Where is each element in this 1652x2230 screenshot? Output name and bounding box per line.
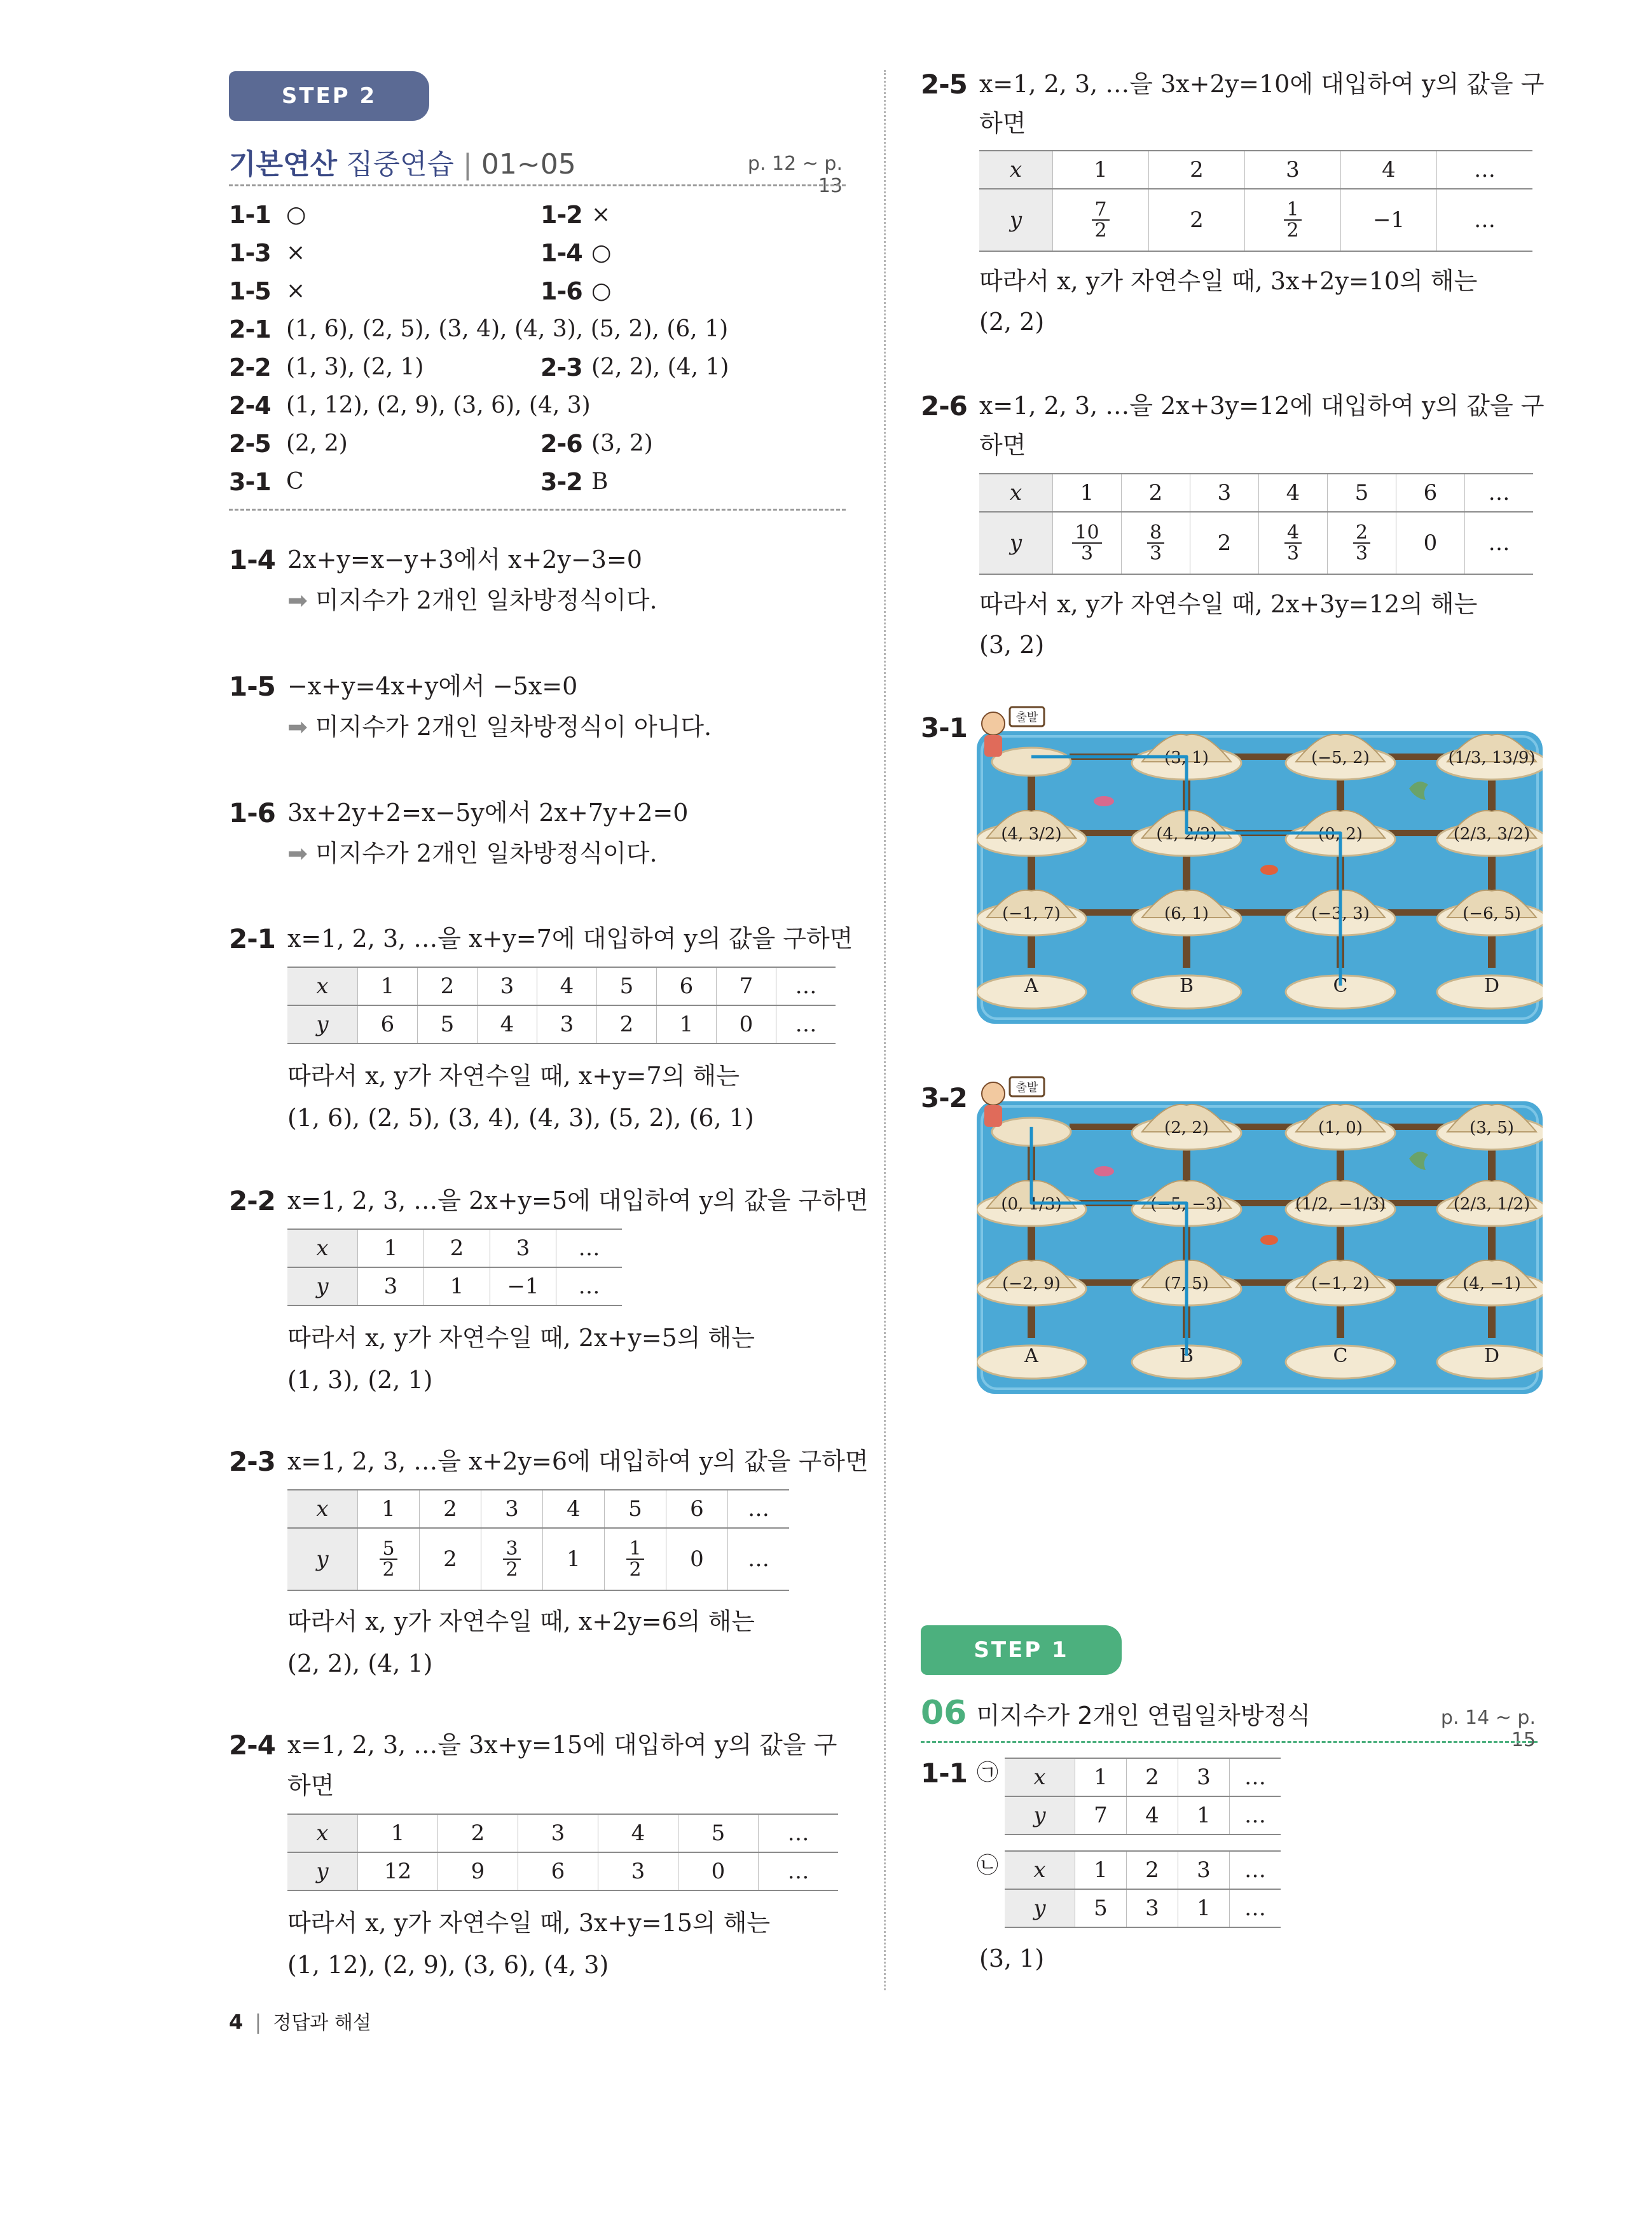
denominator: 2: [1094, 219, 1107, 242]
kid-icon: [982, 712, 1005, 735]
y-cell: 1: [1178, 1796, 1230, 1834]
y-cell: 0: [678, 1852, 759, 1890]
answer-row: [229, 272, 846, 310]
island-label: B: [1179, 1345, 1194, 1367]
y-cell-fraction: [481, 1528, 543, 1590]
result-text: 미지수가 2개인 일차방정식이다.: [315, 586, 657, 614]
y-cell: −1: [1341, 189, 1437, 251]
x-cell: 4: [537, 967, 597, 1005]
equation-line: 3x+2y+2=x−5y에서 2x+7y+2=0: [287, 799, 689, 827]
x-cell: 1: [1053, 474, 1122, 512]
answer-value: C: [286, 469, 304, 495]
conclusion-line: 따라서 x, y가 자연수일 때, 3x+2y=10의 해는: [979, 267, 1478, 295]
y-cell: 4: [478, 1005, 537, 1043]
answer-number: 3-2: [540, 468, 582, 496]
y-cell: …: [1465, 512, 1534, 574]
problem-number: 2-1: [229, 923, 275, 954]
island-label: A: [1024, 975, 1038, 997]
y-cell-fraction: [605, 1528, 666, 1590]
y-cell-fraction: [1245, 189, 1341, 251]
y-cell: …: [1230, 1889, 1281, 1927]
island-label: (6, 1): [1164, 904, 1209, 923]
answer-row: [229, 463, 846, 501]
answer-row: [229, 196, 846, 234]
answer-value: B: [591, 469, 609, 495]
island-label: (−1, 7): [1002, 904, 1061, 923]
x-cell: …: [1437, 151, 1533, 189]
answer-row: [229, 234, 846, 272]
x-cell: …: [728, 1490, 790, 1528]
y-cell: 2: [1190, 512, 1259, 574]
intro-line-2: 하면: [979, 109, 1026, 137]
answer-value: ×: [591, 202, 611, 228]
numerator: 8: [1147, 523, 1164, 544]
island-label: (4, 2/3): [1156, 825, 1217, 844]
x-cell: 6: [666, 1490, 728, 1528]
x-cell: 2: [438, 1814, 518, 1852]
answer-value: (3, 2): [591, 430, 653, 457]
y-header: y: [979, 189, 1053, 251]
answer-line: (1, 6), (2, 5), (3, 4), (4, 3), (5, 2), (6, 1): [287, 1104, 754, 1132]
answer-number: 2-6: [540, 430, 582, 458]
x-cell: 2: [424, 1229, 490, 1267]
value-table: [979, 473, 1533, 575]
island-label: (0, 1/3): [1001, 1195, 1062, 1214]
answer-number: 3-1: [229, 468, 271, 496]
x-cell: 4: [1341, 151, 1437, 189]
fish-icon: [1094, 796, 1114, 806]
y-header: y: [287, 1267, 358, 1305]
fish-icon: [1260, 1235, 1278, 1245]
result-line: [287, 833, 657, 874]
island-label: (−5, 2): [1311, 748, 1370, 767]
x-cell: 1: [1075, 1758, 1127, 1796]
numerator: 1: [1284, 200, 1301, 221]
value-table: [979, 150, 1532, 252]
step2-badge: STEP 2: [229, 71, 429, 121]
answer-number: 1-6: [540, 277, 582, 305]
x-header: x: [1005, 1758, 1075, 1796]
intro-line: x=1, 2, 3, …을 x+2y=6에 대입하여 y의 값을 구하면: [287, 1447, 869, 1475]
answer-number: 1-4: [540, 239, 582, 267]
answer-line: (2, 2): [979, 308, 1045, 336]
x-cell: …: [1230, 1758, 1281, 1796]
denominator: 3: [1286, 542, 1300, 565]
y-cell: 3: [598, 1852, 678, 1890]
y-header: y: [1005, 1796, 1075, 1834]
conclusion-line: 따라서 x, y가 자연수일 때, 2x+3y=12의 해는: [979, 590, 1478, 618]
x-cell: 3: [481, 1490, 543, 1528]
x-cell: …: [556, 1229, 623, 1267]
x-cell: 4: [1259, 474, 1328, 512]
island-label: (−6, 5): [1463, 904, 1521, 923]
y-cell: 2: [1149, 189, 1245, 251]
x-cell: 1: [358, 1490, 420, 1528]
y-cell: 1: [543, 1528, 605, 1590]
result-line: [287, 580, 657, 621]
x-header: x: [979, 474, 1053, 512]
y-cell: 1: [657, 1005, 717, 1043]
problem-number: 1-6: [229, 797, 275, 829]
y-cell-fraction: [1259, 512, 1328, 574]
x-header: x: [1005, 1851, 1075, 1889]
ladder-bridge: [1028, 771, 1035, 815]
intro-line: x=1, 2, 3, …을 3x+2y=10에 대입하여 y의 값을 구: [979, 70, 1545, 98]
y-cell: 5: [1075, 1889, 1127, 1927]
problem-number: 2-2: [229, 1185, 275, 1216]
x-cell: 2: [418, 967, 478, 1005]
denominator: 2: [629, 1559, 642, 1581]
x-cell: 5: [597, 967, 657, 1005]
y-cell: 3: [1127, 1889, 1178, 1927]
island-maze-3-2: [977, 1076, 1543, 1400]
y-cell: 2: [597, 1005, 657, 1043]
answer-number: 1-3: [229, 239, 271, 267]
y-cell-fraction: [1053, 512, 1122, 574]
y-cell: …: [728, 1528, 790, 1590]
answer-line: (3, 1): [979, 1944, 1045, 1972]
y-cell: 12: [358, 1852, 438, 1890]
answer-value: ○: [591, 278, 612, 304]
answer-value: (1, 6), (2, 5), (3, 4), (4, 3), (5, 2), (6, 1): [286, 316, 729, 342]
island-label: C: [1333, 1345, 1348, 1367]
kid-body-icon: [984, 1105, 1002, 1127]
start-label: 출발: [1015, 1081, 1038, 1094]
y-cell: 6: [358, 1005, 418, 1043]
island-label: (0, 2): [1318, 825, 1363, 844]
y-cell: 0: [717, 1005, 776, 1043]
denominator: 2: [382, 1559, 395, 1581]
y-cell-fraction: [1053, 189, 1149, 251]
answer-value: ○: [286, 202, 306, 228]
x-cell: 5: [678, 1814, 759, 1852]
island-label: (3, 5): [1470, 1118, 1514, 1138]
y-cell: …: [1230, 1796, 1281, 1834]
answer-value: (2, 2): [286, 430, 348, 457]
divider-top: [229, 184, 846, 186]
section-title: 미지수가 2개인 연립일차방정식: [976, 1702, 1311, 1730]
y-header: y: [287, 1005, 358, 1043]
island-label: D: [1483, 1345, 1500, 1367]
answer-row: [229, 425, 846, 463]
page-range: p. 12 ~ p. 13: [747, 153, 843, 197]
answer-value: ○: [591, 240, 612, 266]
page-range: p. 14 ~ p. 15: [1440, 1707, 1536, 1751]
y-cell-fraction: [358, 1528, 420, 1590]
answer-number: 2-1: [229, 315, 271, 343]
answer-row: [229, 387, 846, 425]
denominator: 3: [1149, 542, 1162, 565]
y-header: y: [287, 1528, 358, 1590]
footer-label: 정답과 해설: [273, 2012, 371, 2034]
answer-number: 2-3: [540, 354, 582, 382]
section-number: 06: [921, 1694, 967, 1732]
result-text: 미지수가 2개인 일차방정식이다.: [315, 839, 657, 867]
island-label: (1/2, −1/3): [1295, 1195, 1386, 1214]
x-cell: 3: [1178, 1758, 1230, 1796]
y-cell: 5: [418, 1005, 478, 1043]
island-label: (4, 3/2): [1001, 825, 1062, 844]
start-label: 출발: [1015, 711, 1038, 724]
numerator: 5: [380, 1539, 397, 1560]
answer-number: 2-5: [229, 430, 271, 458]
y-cell: 4: [1127, 1796, 1178, 1834]
intro-line: x=1, 2, 3, …을 3x+y=15에 대입하여 y의 값을 구: [287, 1731, 837, 1759]
marker-1: ㉠: [977, 1760, 998, 1786]
intro-line: x=1, 2, 3, …을 2x+y=5에 대입하여 y의 값을 구하면: [287, 1187, 869, 1215]
x-cell: 2: [420, 1490, 481, 1528]
fish-icon: [1260, 865, 1278, 875]
section-heading: [921, 1694, 1311, 1732]
y-cell: −1: [490, 1267, 556, 1305]
island-label: (−1, 2): [1311, 1274, 1370, 1293]
y-cell: 9: [438, 1852, 518, 1890]
value-table: [1005, 1850, 1281, 1928]
footer: [229, 2007, 371, 2035]
island-label: (2/3, 3/2): [1453, 825, 1531, 844]
x-header: x: [287, 1229, 358, 1267]
problem-number: 3-2: [921, 1082, 967, 1113]
y-cell: 1: [424, 1267, 490, 1305]
island-label: (4, −1): [1463, 1274, 1521, 1293]
answer-row: [229, 310, 846, 348]
answer-value: (1, 3), (2, 1): [286, 354, 424, 380]
arrow-icon: ➡: [287, 713, 308, 741]
answer-value: ×: [286, 240, 306, 266]
island-label: (1, 0): [1318, 1118, 1363, 1138]
island-label: (−5, −3): [1150, 1195, 1223, 1214]
island-label: A: [1024, 1345, 1038, 1367]
island-label: (−3, 3): [1311, 904, 1370, 923]
equation-line: −x+y=4x+y에서 −5x=0: [287, 672, 578, 700]
x-cell: 3: [518, 1814, 598, 1852]
island-label: D: [1483, 975, 1500, 997]
y-header: y: [979, 512, 1053, 574]
y-header: y: [287, 1852, 358, 1890]
intro-line: x=1, 2, 3, …을 2x+3y=12에 대입하여 y의 값을 구: [979, 392, 1545, 420]
x-cell: 1: [1053, 151, 1149, 189]
value-table: [287, 1489, 789, 1591]
x-cell: 5: [605, 1490, 666, 1528]
x-cell: 2: [1127, 1758, 1178, 1796]
step1-badge: STEP 1: [921, 1625, 1122, 1675]
problem-number: 2-5: [921, 69, 967, 100]
numerator: 3: [503, 1539, 520, 1560]
x-cell: 1: [358, 1814, 438, 1852]
answer-value: (1, 12), (2, 9), (3, 6), (4, 3): [286, 392, 591, 418]
answer-number: 1-1: [229, 201, 271, 229]
island-label: (3, 1): [1164, 748, 1209, 767]
island-label: (2, 2): [1164, 1118, 1209, 1138]
page-number: 4: [229, 2010, 244, 2034]
problem-number: 1-5: [229, 671, 275, 702]
result-line: [287, 706, 712, 747]
problem-number: 1-4: [229, 544, 275, 575]
kid-icon: [982, 1082, 1005, 1105]
x-cell: 3: [490, 1229, 556, 1267]
y-cell-fraction: [1328, 512, 1396, 574]
intro-line-2: 하면: [979, 431, 1026, 459]
x-cell: 6: [657, 967, 717, 1005]
problem-number: 2-4: [229, 1730, 275, 1761]
intro-line-2: 하면: [287, 1772, 334, 1800]
y-cell: 1: [1178, 1889, 1230, 1927]
conclusion-line: 따라서 x, y가 자연수일 때, 3x+y=15의 해는: [287, 1909, 771, 1937]
problem-number: 2-3: [229, 1446, 275, 1477]
section-heading: [229, 141, 576, 182]
x-cell: 2: [1149, 151, 1245, 189]
answer-number: 1-2: [540, 201, 582, 229]
value-table: [287, 1229, 622, 1306]
island-maze-3-1: [977, 706, 1543, 1030]
island-label: C: [1333, 975, 1348, 997]
x-cell: 3: [1245, 151, 1341, 189]
answer-number: 2-2: [229, 354, 271, 382]
x-cell: 6: [1396, 474, 1465, 512]
heading-bold: 기본연산: [229, 148, 338, 181]
x-cell: …: [759, 1814, 839, 1852]
x-cell: 1: [358, 1229, 424, 1267]
numerator: 10: [1072, 523, 1101, 544]
answer-line: (1, 12), (2, 9), (3, 6), (4, 3): [287, 1951, 609, 1979]
arrow-icon: ➡: [287, 586, 308, 614]
denominator: 2: [506, 1559, 518, 1581]
answer-line: (3, 2): [979, 631, 1045, 659]
island-label: (7, 5): [1164, 1274, 1209, 1293]
marker-2: ㉡: [977, 1853, 998, 1878]
arrow-icon: ➡: [287, 839, 308, 867]
denominator: 2: [1286, 219, 1299, 242]
x-cell: 4: [543, 1490, 605, 1528]
island-label: (1/3, 13/9): [1448, 748, 1536, 767]
answer-number: 1-5: [229, 277, 271, 305]
column-divider: [884, 70, 886, 1990]
island-label: (−2, 9): [1002, 1274, 1061, 1293]
x-cell: …: [1230, 1851, 1281, 1889]
x-cell: 2: [1127, 1851, 1178, 1889]
intro-line: x=1, 2, 3, …을 x+y=7에 대입하여 y의 값을 구하면: [287, 925, 853, 953]
island-label: B: [1179, 975, 1194, 997]
start-island: [992, 748, 1071, 776]
x-header: x: [287, 1814, 358, 1852]
heading-divider: |: [463, 148, 472, 181]
y-cell: 7: [1075, 1796, 1127, 1834]
x-cell: 5: [1328, 474, 1396, 512]
conclusion-line: 따라서 x, y가 자연수일 때, 2x+y=5의 해는: [287, 1324, 755, 1352]
numerator: 4: [1284, 523, 1302, 544]
y-cell: 0: [1396, 512, 1465, 574]
answer-row: [229, 348, 846, 387]
value-table: [1005, 1758, 1281, 1835]
divider-bottom: [229, 509, 846, 511]
y-cell: 3: [358, 1267, 424, 1305]
numerator: 1: [626, 1539, 644, 1560]
conclusion-line: 따라서 x, y가 자연수일 때, x+y=7의 해는: [287, 1062, 740, 1090]
x-cell: …: [1465, 474, 1534, 512]
value-table: [287, 1814, 838, 1891]
section-divider: [921, 1741, 1538, 1743]
problem-number: 2-6: [921, 390, 967, 422]
problem-number: 3-1: [921, 712, 967, 743]
footer-divider: |: [254, 2010, 262, 2034]
x-cell: 3: [1190, 474, 1259, 512]
fish-icon: [1094, 1166, 1114, 1176]
x-cell: 7: [717, 967, 776, 1005]
x-header: x: [287, 967, 358, 1005]
denominator: 3: [1355, 542, 1368, 565]
x-header: x: [979, 151, 1053, 189]
x-cell: 4: [598, 1814, 678, 1852]
y-cell: …: [1437, 189, 1533, 251]
answer-line: (2, 2), (4, 1): [287, 1649, 433, 1677]
numerator: 2: [1353, 523, 1370, 544]
numerator: 7: [1092, 200, 1109, 221]
answer-line: (1, 3), (2, 1): [287, 1366, 433, 1394]
answer-number: 2-4: [229, 392, 271, 420]
value-table: [287, 967, 836, 1044]
island-label: (2/3, 1/2): [1453, 1195, 1531, 1214]
kid-body-icon: [984, 735, 1002, 757]
problem-number: 1-1: [921, 1758, 967, 1789]
denominator: 3: [1080, 542, 1094, 565]
answer-value: (2, 2), (4, 1): [591, 354, 729, 380]
y-header: y: [1005, 1889, 1075, 1927]
x-cell: 1: [358, 967, 418, 1005]
y-cell-fraction: [1122, 512, 1190, 574]
y-cell: 0: [666, 1528, 728, 1590]
result-text: 미지수가 2개인 일차방정식이 아니다.: [315, 713, 712, 741]
answer-value: ×: [286, 278, 306, 304]
x-cell: …: [776, 967, 836, 1005]
heading-rest: 집중연습: [346, 148, 455, 181]
x-cell: 2: [1122, 474, 1190, 512]
x-cell: 1: [1075, 1851, 1127, 1889]
y-cell: 2: [420, 1528, 481, 1590]
y-cell: 3: [537, 1005, 597, 1043]
y-cell: …: [556, 1267, 623, 1305]
y-cell: …: [776, 1005, 836, 1043]
equation-line: 2x+y=x−y+3에서 x+2y−3=0: [287, 546, 642, 574]
x-cell: 3: [478, 967, 537, 1005]
x-header: x: [287, 1490, 358, 1528]
x-cell: 3: [1178, 1851, 1230, 1889]
y-cell: …: [759, 1852, 839, 1890]
y-cell: 6: [518, 1852, 598, 1890]
heading-range: 01~05: [481, 148, 576, 181]
conclusion-line: 따라서 x, y가 자연수일 때, x+2y=6의 해는: [287, 1607, 755, 1635]
